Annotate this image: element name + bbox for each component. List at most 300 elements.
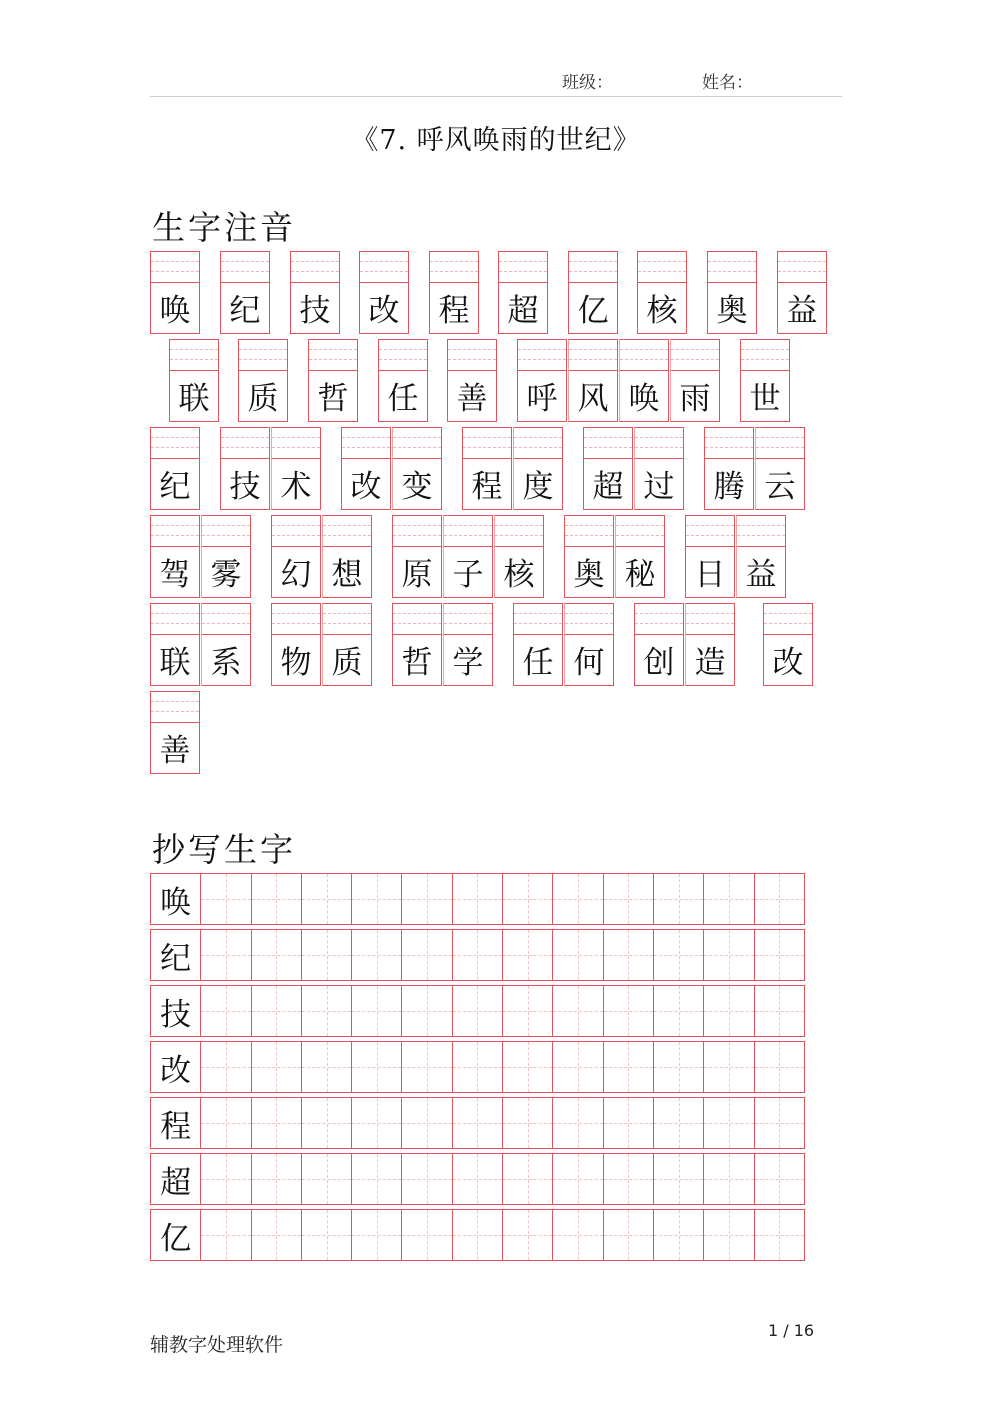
model-character-cell (150, 1153, 201, 1205)
hanzi-character: 秘 (624, 557, 656, 593)
practice-cell[interactable] (653, 929, 704, 981)
practice-cell[interactable] (552, 873, 603, 925)
practice-cell[interactable] (653, 1041, 704, 1093)
footer-software-name: 辅教字处理软件 (150, 1334, 284, 1356)
hanzi-character: 何 (573, 645, 605, 681)
hanzi-character: 物 (280, 645, 312, 681)
pinyin-word-box (564, 515, 665, 598)
copy-row (150, 985, 818, 1037)
pinyin-cell[interactable] (429, 251, 479, 334)
hanzi-character: 善 (456, 381, 488, 417)
hanzi-character: 云 (764, 469, 796, 505)
pinyin-writing-lines[interactable] (360, 252, 408, 283)
pinyin-writing-lines[interactable] (514, 604, 562, 635)
pinyin-cell[interactable] (220, 427, 270, 510)
practice-cell[interactable] (502, 1041, 553, 1093)
hanzi-character: 唤 (628, 381, 660, 417)
pinyin-cell[interactable] (583, 427, 633, 510)
pinyin-word-box (341, 427, 442, 510)
practice-cell[interactable] (603, 1097, 654, 1149)
practice-cell[interactable] (200, 1041, 251, 1093)
practice-cell[interactable] (401, 1209, 452, 1261)
practice-cell[interactable] (754, 1209, 805, 1261)
practice-cell[interactable] (351, 985, 402, 1037)
practice-cell[interactable] (301, 873, 352, 925)
pinyin-writing-lines[interactable] (393, 604, 441, 635)
practice-cell[interactable] (200, 873, 251, 925)
hanzi-character: 变 (401, 469, 433, 505)
header-divider (150, 96, 842, 97)
practice-cell[interactable] (603, 1041, 654, 1093)
pinyin-writing-lines[interactable] (202, 516, 250, 547)
pinyin-word-box (777, 251, 827, 334)
practice-cell[interactable] (301, 985, 352, 1037)
practice-cell[interactable] (552, 1097, 603, 1149)
copy-row (150, 1209, 818, 1261)
pinyin-word-box (583, 427, 684, 510)
pinyin-word-box (238, 339, 288, 422)
hanzi-character: 造 (694, 645, 726, 681)
pinyin-cell[interactable] (392, 515, 442, 598)
hanzi-character: 益 (786, 293, 818, 329)
practice-cell[interactable] (754, 873, 805, 925)
hanzi-character: 纪 (159, 469, 191, 505)
pinyin-cell[interactable] (308, 339, 358, 422)
pinyin-writing-lines[interactable] (221, 428, 269, 459)
pinyin-cell[interactable] (271, 427, 321, 510)
practice-cell[interactable] (653, 1209, 704, 1261)
pinyin-word-box (568, 251, 618, 334)
pinyin-writing-lines[interactable] (518, 340, 566, 371)
hanzi-character: 子 (452, 557, 484, 593)
model-character: 改 (160, 1052, 192, 1089)
pinyin-cell[interactable] (619, 339, 669, 422)
pinyin-cell[interactable] (443, 603, 493, 686)
pinyin-writing-lines[interactable] (202, 604, 250, 635)
pinyin-writing-lines[interactable] (756, 428, 804, 459)
hanzi-character: 任 (387, 381, 419, 417)
hanzi-character: 益 (745, 557, 777, 593)
practice-cell[interactable] (754, 1041, 805, 1093)
pinyin-cell[interactable] (513, 427, 563, 510)
pinyin-writing-lines[interactable] (616, 516, 664, 547)
practice-cell[interactable] (502, 1097, 553, 1149)
pinyin-cell[interactable] (322, 603, 372, 686)
hanzi-character: 腾 (713, 469, 745, 505)
practice-cell[interactable] (552, 1041, 603, 1093)
practice-cell[interactable] (703, 985, 754, 1037)
pinyin-word-box (429, 251, 479, 334)
practice-cell[interactable] (251, 873, 302, 925)
hanzi-character: 哲 (317, 381, 349, 417)
practice-cell[interactable] (552, 1153, 603, 1205)
pinyin-writing-lines[interactable] (686, 516, 734, 547)
pinyin-writing-lines[interactable] (635, 604, 683, 635)
practice-cell[interactable] (552, 929, 603, 981)
practice-cell[interactable] (301, 929, 352, 981)
pinyin-writing-lines[interactable] (565, 604, 613, 635)
section-heading-copy: 抄写生字 (152, 830, 296, 869)
pinyin-word-box (517, 339, 720, 422)
pinyin-writing-lines[interactable] (151, 604, 199, 635)
practice-cell[interactable] (351, 1209, 402, 1261)
practice-cell[interactable] (301, 1153, 352, 1205)
hanzi-character: 奥 (573, 557, 605, 593)
pinyin-writing-lines[interactable] (495, 516, 543, 547)
pinyin-word-box (150, 691, 200, 774)
pinyin-word-box (150, 427, 200, 510)
pinyin-cell[interactable] (634, 427, 684, 510)
hanzi-character: 度 (522, 469, 554, 505)
practice-cell[interactable] (754, 1153, 805, 1205)
pinyin-cell[interactable] (378, 339, 428, 422)
hanzi-character: 想 (331, 557, 363, 593)
pinyin-word-box (498, 251, 548, 334)
practice-cell[interactable] (603, 1209, 654, 1261)
hanzi-character: 技 (229, 469, 261, 505)
practice-cell[interactable] (452, 985, 503, 1037)
pinyin-cell[interactable] (777, 251, 827, 334)
practice-cell[interactable] (200, 985, 251, 1037)
pinyin-cell[interactable] (271, 603, 321, 686)
practice-cell[interactable] (251, 1209, 302, 1261)
practice-cell[interactable] (703, 873, 754, 925)
pinyin-writing-lines[interactable] (499, 252, 547, 283)
pinyin-word-box (392, 603, 493, 686)
practice-cell[interactable] (200, 929, 251, 981)
practice-cell[interactable] (502, 1153, 553, 1205)
pinyin-cell[interactable] (685, 515, 735, 598)
pinyin-word-box (169, 339, 219, 422)
pinyin-writing-lines[interactable] (565, 516, 613, 547)
model-character: 唤 (160, 884, 192, 921)
practice-cell[interactable] (301, 1209, 352, 1261)
practice-cell[interactable] (603, 985, 654, 1037)
pinyin-cell[interactable] (238, 339, 288, 422)
hanzi-character: 程 (438, 293, 470, 329)
pinyin-cell[interactable] (685, 603, 735, 686)
hanzi-character: 原 (401, 557, 433, 593)
class-label: 班级： (562, 73, 613, 93)
hanzi-character: 联 (159, 645, 191, 681)
practice-cell[interactable] (251, 1153, 302, 1205)
pinyin-writing-lines[interactable] (342, 428, 390, 459)
pinyin-writing-lines[interactable] (323, 604, 371, 635)
hanzi-character: 奥 (716, 293, 748, 329)
pinyin-writing-lines[interactable] (569, 252, 617, 283)
pinyin-cell[interactable] (634, 603, 684, 686)
hanzi-character: 风 (577, 381, 609, 417)
practice-cell[interactable] (351, 1153, 402, 1205)
hanzi-character: 超 (507, 293, 539, 329)
hanzi-character: 质 (247, 381, 279, 417)
model-character: 超 (160, 1164, 192, 1201)
practice-cell[interactable] (502, 873, 553, 925)
practice-cell[interactable] (703, 1153, 754, 1205)
practice-cell[interactable] (200, 1097, 251, 1149)
hanzi-character: 质 (331, 645, 363, 681)
practice-cell[interactable] (452, 929, 503, 981)
practice-cell[interactable] (251, 1041, 302, 1093)
practice-cell[interactable] (703, 1097, 754, 1149)
hanzi-character: 改 (368, 293, 400, 329)
pinyin-word-box (685, 515, 786, 598)
model-character: 纪 (160, 940, 192, 977)
hanzi-character: 日 (694, 557, 726, 593)
model-character-cell (150, 873, 201, 925)
pinyin-writing-lines[interactable] (309, 340, 357, 371)
pinyin-cell[interactable] (670, 339, 720, 422)
pinyin-word-box (707, 251, 757, 334)
practice-cell[interactable] (703, 1209, 754, 1261)
practice-cell[interactable] (653, 985, 704, 1037)
pinyin-writing-lines[interactable] (705, 428, 753, 459)
practice-cell[interactable] (502, 1209, 553, 1261)
pinyin-cell[interactable] (707, 251, 757, 334)
practice-cell[interactable] (703, 1041, 754, 1093)
pinyin-writing-lines[interactable] (686, 604, 734, 635)
copy-row (150, 873, 818, 925)
pinyin-writing-lines[interactable] (444, 604, 492, 635)
pinyin-cell[interactable] (150, 251, 200, 334)
pinyin-word-box (220, 251, 270, 334)
practice-cell[interactable] (754, 929, 805, 981)
pinyin-cell[interactable] (220, 251, 270, 334)
hanzi-character: 呼 (526, 381, 558, 417)
practice-cell[interactable] (603, 929, 654, 981)
hanzi-character: 联 (178, 381, 210, 417)
practice-cell[interactable] (754, 985, 805, 1037)
pinyin-writing-lines[interactable] (430, 252, 478, 283)
practice-cell[interactable] (452, 873, 503, 925)
pinyin-cell[interactable] (169, 339, 219, 422)
practice-cell[interactable] (200, 1209, 251, 1261)
pinyin-cell[interactable] (150, 515, 200, 598)
pinyin-writing-lines[interactable] (463, 428, 511, 459)
pinyin-cell[interactable] (201, 515, 251, 598)
hanzi-character: 核 (646, 293, 678, 329)
practice-cell[interactable] (351, 873, 402, 925)
copy-row (150, 1041, 818, 1093)
pinyin-word-box (740, 339, 790, 422)
hanzi-character: 纪 (229, 293, 261, 329)
practice-cell[interactable] (401, 985, 452, 1037)
pinyin-writing-lines[interactable] (671, 340, 719, 371)
pinyin-cell[interactable] (763, 603, 813, 686)
hanzi-character: 术 (280, 469, 312, 505)
pinyin-writing-lines[interactable] (448, 340, 496, 371)
pinyin-cell[interactable] (564, 515, 614, 598)
pinyin-cell[interactable] (447, 339, 497, 422)
pinyin-cell[interactable] (513, 603, 563, 686)
pinyin-cell[interactable] (498, 251, 548, 334)
practice-cell[interactable] (552, 985, 603, 1037)
page-number: 1 / 16 (768, 1321, 815, 1340)
pinyin-writing-lines[interactable] (379, 340, 427, 371)
pinyin-writing-lines[interactable] (393, 516, 441, 547)
pinyin-writing-lines[interactable] (239, 340, 287, 371)
pinyin-cell[interactable] (150, 691, 200, 774)
practice-cell[interactable] (653, 873, 704, 925)
hanzi-character: 唤 (159, 293, 191, 329)
pinyin-writing-lines[interactable] (778, 252, 826, 283)
practice-cell[interactable] (502, 985, 553, 1037)
pinyin-writing-lines[interactable] (741, 340, 789, 371)
pinyin-writing-lines[interactable] (569, 340, 617, 371)
pinyin-cell[interactable] (443, 515, 493, 598)
hanzi-character: 改 (772, 645, 804, 681)
practice-cell[interactable] (452, 1041, 503, 1093)
hanzi-character: 驾 (159, 557, 191, 593)
practice-cell[interactable] (401, 1153, 452, 1205)
pinyin-cell[interactable] (568, 339, 618, 422)
pinyin-cell[interactable] (736, 515, 786, 598)
pinyin-word-box (462, 427, 563, 510)
pinyin-cell[interactable] (637, 251, 687, 334)
practice-cell[interactable] (301, 1097, 352, 1149)
practice-cell[interactable] (401, 1097, 452, 1149)
practice-cell[interactable] (452, 1097, 503, 1149)
practice-cell[interactable] (653, 1153, 704, 1205)
pinyin-writing-lines[interactable] (272, 428, 320, 459)
practice-cell[interactable] (301, 1041, 352, 1093)
practice-cell[interactable] (603, 1153, 654, 1205)
copy-row (150, 929, 818, 981)
hanzi-character: 哲 (401, 645, 433, 681)
pinyin-writing-lines[interactable] (514, 428, 562, 459)
pinyin-writing-lines[interactable] (170, 340, 218, 371)
pinyin-word-box (447, 339, 497, 422)
pinyin-writing-lines[interactable] (151, 252, 199, 283)
pinyin-writing-lines[interactable] (737, 516, 785, 547)
hanzi-character: 系 (210, 645, 242, 681)
pinyin-word-box (637, 251, 687, 334)
copy-row (150, 1153, 818, 1205)
pinyin-writing-lines[interactable] (708, 252, 756, 283)
practice-cell[interactable] (653, 1097, 704, 1149)
pinyin-word-box (763, 603, 813, 686)
pinyin-writing-lines[interactable] (323, 516, 371, 547)
pinyin-cell[interactable] (564, 603, 614, 686)
pinyin-word-box (634, 603, 735, 686)
practice-cell[interactable] (251, 929, 302, 981)
name-label: 姓名： (702, 73, 753, 93)
hanzi-character: 雨 (679, 381, 711, 417)
practice-cell[interactable] (502, 929, 553, 981)
pinyin-cell[interactable] (359, 251, 409, 334)
hanzi-character: 超 (592, 469, 624, 505)
pinyin-cell[interactable] (494, 515, 544, 598)
hanzi-character: 核 (503, 557, 535, 593)
pinyin-writing-lines[interactable] (272, 604, 320, 635)
pinyin-writing-lines[interactable] (291, 252, 339, 283)
pinyin-cell[interactable] (322, 515, 372, 598)
pinyin-writing-lines[interactable] (151, 428, 199, 459)
pinyin-writing-lines[interactable] (635, 428, 683, 459)
pinyin-writing-lines[interactable] (393, 428, 441, 459)
practice-cell[interactable] (351, 929, 402, 981)
practice-cell[interactable] (603, 873, 654, 925)
pinyin-cell[interactable] (392, 603, 442, 686)
practice-cell[interactable] (552, 1209, 603, 1261)
pinyin-cell[interactable] (462, 427, 512, 510)
pinyin-word-box (150, 515, 251, 598)
pinyin-writing-lines[interactable] (764, 604, 812, 635)
pinyin-word-box (704, 427, 805, 510)
pinyin-writing-lines[interactable] (620, 340, 668, 371)
pinyin-cell[interactable] (615, 515, 665, 598)
hanzi-character: 过 (643, 469, 675, 505)
hanzi-character: 学 (452, 645, 484, 681)
model-character-cell (150, 1041, 201, 1093)
pinyin-writing-lines[interactable] (638, 252, 686, 283)
pinyin-cell[interactable] (740, 339, 790, 422)
practice-cell[interactable] (703, 929, 754, 981)
model-character-cell (150, 1097, 201, 1149)
pinyin-word-box (271, 515, 372, 598)
pinyin-cell[interactable] (341, 427, 391, 510)
practice-cell[interactable] (401, 1041, 452, 1093)
practice-cell[interactable] (200, 1153, 251, 1205)
pinyin-cell[interactable] (201, 603, 251, 686)
practice-cell[interactable] (351, 1041, 402, 1093)
pinyin-cell[interactable] (150, 603, 200, 686)
hanzi-character: 幻 (280, 557, 312, 593)
model-character-cell (150, 985, 201, 1037)
practice-cell[interactable] (251, 985, 302, 1037)
pinyin-cell[interactable] (392, 427, 442, 510)
pinyin-cell[interactable] (704, 427, 754, 510)
pinyin-cell[interactable] (290, 251, 340, 334)
pinyin-cell[interactable] (755, 427, 805, 510)
hanzi-character: 雾 (210, 557, 242, 593)
practice-cell[interactable] (452, 1209, 503, 1261)
practice-cell[interactable] (251, 1097, 302, 1149)
pinyin-writing-lines[interactable] (221, 252, 269, 283)
pinyin-writing-lines[interactable] (151, 516, 199, 547)
pinyin-word-box (271, 603, 372, 686)
copy-row (150, 1097, 818, 1149)
pinyin-cell[interactable] (150, 427, 200, 510)
pinyin-word-box (513, 603, 614, 686)
practice-cell[interactable] (401, 873, 452, 925)
copy-practice-grid (150, 873, 818, 1265)
pinyin-cell[interactable] (568, 251, 618, 334)
pinyin-word-box (392, 515, 544, 598)
model-character: 程 (160, 1108, 192, 1145)
hanzi-character: 程 (471, 469, 503, 505)
pinyin-writing-lines[interactable] (272, 516, 320, 547)
pinyin-word-box (150, 603, 251, 686)
pinyin-word-box (378, 339, 428, 422)
pinyin-writing-lines[interactable] (151, 692, 199, 723)
hanzi-character: 技 (299, 293, 331, 329)
practice-cell[interactable] (452, 1153, 503, 1205)
pinyin-cell[interactable] (271, 515, 321, 598)
pinyin-cell[interactable] (517, 339, 567, 422)
pinyin-word-box (290, 251, 340, 334)
practice-cell[interactable] (351, 1097, 402, 1149)
practice-cell[interactable] (754, 1097, 805, 1149)
pinyin-writing-lines[interactable] (584, 428, 632, 459)
page-title: 《7. 呼风唤雨的世纪》 (351, 125, 641, 156)
practice-cell[interactable] (401, 929, 452, 981)
pinyin-writing-lines[interactable] (444, 516, 492, 547)
pinyin-word-box (308, 339, 358, 422)
hanzi-character: 世 (749, 381, 781, 417)
hanzi-character: 任 (522, 645, 554, 681)
hanzi-character: 改 (350, 469, 382, 505)
